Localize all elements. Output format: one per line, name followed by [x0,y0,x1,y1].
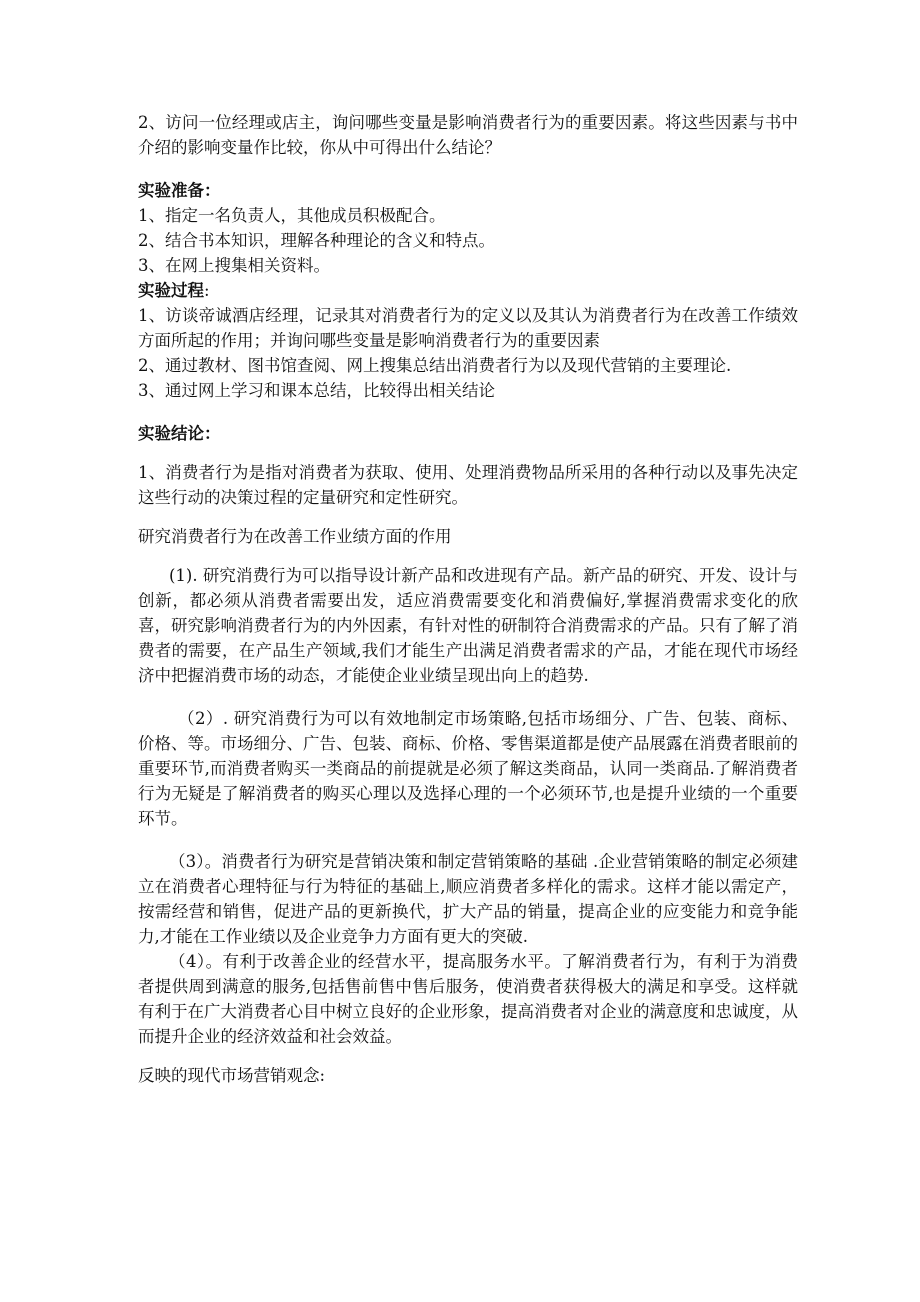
process-item-1: 1、访谈帝诚酒店经理，记录其对消费者行为的定义以及其认为消费者行为在改善工作绩效方面所起的作用；并询问哪些变量是影响消费者行为的重要因素 [138,306,798,350]
preparation-item-3: 3、在网上搜集相关资料。 [138,256,330,275]
process-heading: 实验过程 [138,281,204,300]
conclusion-point-1: (1). 研究消费行为可以指导设计新产品和改进现有产品。新产品的研究、开发、设计与创新，都必须从消费者需要出发，适应消费需要变化和消费偏好,掌握消费需求变化的欣喜，研究影响消费者行为的内外因素，有针对性的研制符合消费需求的产品。只有了解了消费者的需要，在产品生产领域,我们才能生产出满足消费者需求的产品，才能在现代市场经济中把握消费市场的动态，才能使企业业绩呈现出向上的趋势. [138,566,798,685]
process-item-2: 2、通过教材、图书馆查阅、网上搜集总结出消费者行为以及现代营销的主要理论. [138,356,732,375]
process-item-3: 3、通过网上学习和课本总结，比较得出相关结论 [138,381,495,400]
conclusion-subheading: 研究消费者行为在改善工作业绩方面的作用 [138,527,452,546]
task-2-text: 2、访问一位经理或店主，询问哪些变量是影响消费者行为的重要因素。将这些因素与书中介绍的影响变量作比较，你从中可得出什么结论？ [138,113,798,157]
conclusion-point-3: （3）。消费者行为研究是营销决策和制定营销策略的基础 .企业营销策略的制定必须建立在消费者心理特征与行为特征的基础上,顺应消费者多样化的需求。这样才能以需定产，按需经营和销售，促进产品的更新换代，扩大产品的销量，提高企业的应变能力和竞争能力,才能在工作业绩以及企业竞争力方面有更大的突破. [138,852,798,946]
preparation-item-1: 1、指定一名负责人，其他成员积极配合。 [138,206,446,225]
marketing-concept-heading: 反映的现代市场营销观念: [138,1066,326,1085]
process-heading-colon: : [204,281,210,300]
conclusion-point-2: （2）. 研究消费行为可以有效地制定市场策略,包括市场细分、广告、包装、商标、价格、等。市场细分、广告、包装、商标、价格、零售渠道都是使产品展露在消费者眼前的重要环节,而消费者购买一类商品的前提就是必须了解这类商品，认同一类商品.了解消费者行为无疑是了解消费者的购买心理以及选择心理的一个必须环节,也是提升业绩的一个重要环节。 [138,709,798,828]
conclusion-point-4: （4）。有利于改善企业的经营水平，提高服务水平。了解消费者行为，有利于为消费者提供周到满意的服务,包括售前售中售后服务，使消费者获得极大的满足和享受。这样就有利于在广大消费者心目中树立良好的企业形象，提高消费者对企业的满意度和忠诚度，从而提升企业的经济效益和社会效益。 [138,952,798,1046]
conclusion-definition: 1、消费者行为是指对消费者为获取、使用、处理消费物品所采用的各种行动以及事先决定这些行动的决策过程的定量研究和定性研究。 [138,463,798,507]
document-page [138,110,798,1088]
preparation-heading: 实验准备： [138,181,221,200]
process-heading-line [138,278,798,303]
conclusion-heading: 实验结论： [138,424,221,443]
preparation-item-2: 2、结合书本知识，理解各种理论的含义和特点。 [138,231,495,250]
